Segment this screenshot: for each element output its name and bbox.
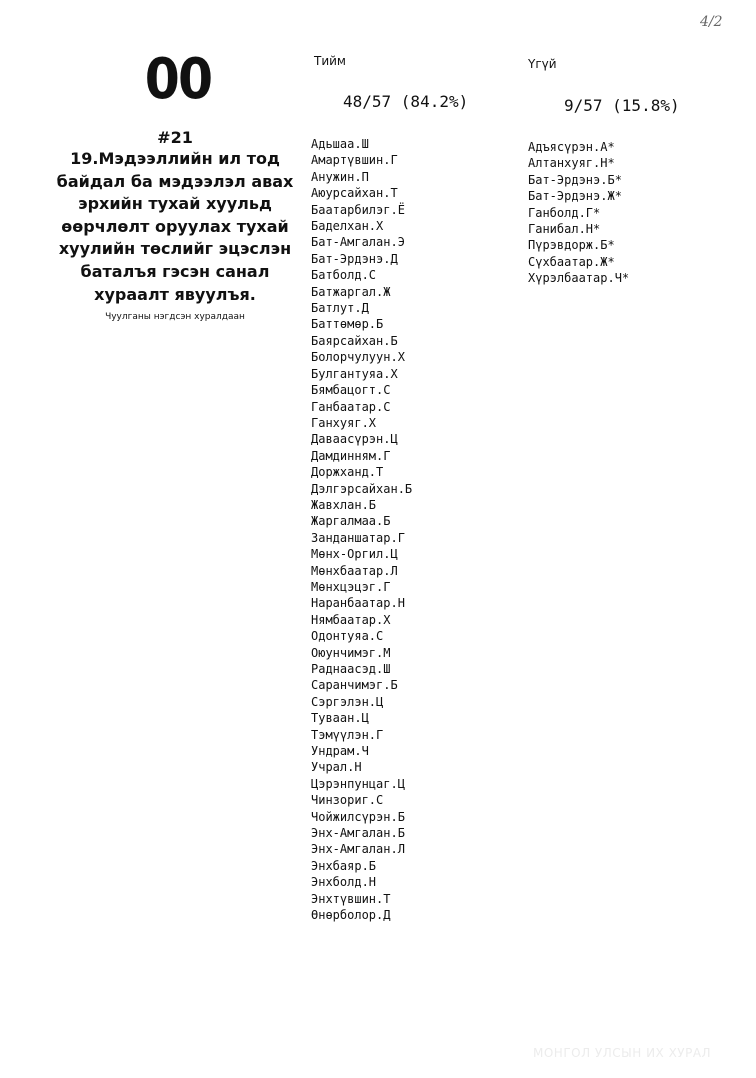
no-vote-total: 9/57 (15.8%) <box>564 96 680 115</box>
yes-voter-name: Энхтүвшин.Т <box>311 891 391 906</box>
no-voter-name: Ганболд.Г* <box>528 205 601 220</box>
yes-vote-total: 48/57 (84.2%) <box>343 92 469 111</box>
motion-line: 19.Мэдээллийн ил тод <box>70 149 280 168</box>
yes-voter-name: Жавхлан.Б <box>311 497 377 512</box>
yes-voter-name: Батжаргал.Ж <box>311 284 391 299</box>
session-name: Чуулганы нэгдсэн хуралдаан <box>105 312 245 322</box>
yes-voter-name: Өнөрболор.Д <box>311 908 391 923</box>
time-code: 00 <box>144 47 212 112</box>
no-voter-name: Пүрэвдорж.Б* <box>528 238 615 253</box>
yes-voter-name: Амартүвшин.Г <box>311 153 398 168</box>
yes-voter-name: Мөнх-Оргил.Ц <box>311 547 398 562</box>
yes-voter-name: Жаргалмаа.Б <box>311 514 391 529</box>
no-voter-name: Алтанхуяг.Н* <box>528 156 615 171</box>
yes-voter-name: Энхбаяр.Б <box>311 858 377 873</box>
yes-voter-name: Одонтуяа.С <box>311 629 384 644</box>
yes-voter-name: Занданшатар.Г <box>311 530 405 545</box>
motion-line: баталъя гэсэн санал <box>80 261 270 281</box>
yes-voter-name: Ундрам.Ч <box>311 744 369 759</box>
yes-voter-name: Тэмүүлэн.Г <box>311 727 384 742</box>
yes-voter-name: Ганбаатар.С <box>311 399 391 414</box>
yes-voter-name: Нямбаатар.Х <box>311 612 391 627</box>
yes-voter-name: Мөнхцэцэг.Г <box>311 579 391 594</box>
yes-voter-name: Баттөмөр.Б <box>311 317 384 332</box>
no-voter-name: Бат-Эрдэнэ.Б* <box>528 172 622 187</box>
yes-voter-name: Баделхан.Х <box>311 219 384 234</box>
yes-voter-name: Наранбаатар.Н <box>311 596 405 611</box>
yes-voter-name: Бат-Амгалан.Э <box>311 235 405 250</box>
handwritten-page-mark: 4/2 <box>700 14 723 30</box>
yes-voter-name: Адьшаа.Ш <box>311 137 369 151</box>
motion-line: байдал ба мэдээлэл авах <box>56 171 294 191</box>
yes-voter-name: Анужин.П <box>311 169 369 184</box>
yes-voter-name: Дамдинням.Г <box>311 448 391 463</box>
no-column-header: Үгүй <box>528 57 557 71</box>
yes-voter-name: Дэлгэрсайхан.Б <box>311 481 413 496</box>
yes-voter-name: Чинзориг.С <box>311 793 384 808</box>
yes-voter-name: Оюунчимэг.М <box>311 645 391 660</box>
yes-voter-name: Батболд.С <box>311 268 377 283</box>
yes-voter-name: Булгантуяа.Х <box>311 366 398 381</box>
no-voter-name: Сүхбаатар.Ж* <box>528 254 615 269</box>
motion-line: хураалт явуулъя. <box>94 284 256 304</box>
yes-voter-name: Чойжилсүрэн.Б <box>311 809 405 824</box>
yes-voter-name: Бат-Эрдэнэ.Д <box>311 251 398 266</box>
no-voter-name: Бат-Эрдэнэ.Ж* <box>528 189 622 204</box>
no-voter-list <box>528 139 629 287</box>
motion-line: хуулийн төслийг эцэслэн <box>58 239 292 259</box>
motion-line: өөрчлөлт оруулах тухай <box>61 216 289 236</box>
yes-voter-name: Цэрэнпунцаг.Ц <box>311 776 405 791</box>
yes-voter-name: Энх-Амгалан.Л <box>311 842 405 857</box>
yes-voter-name: Батлут.Д <box>311 301 369 316</box>
yes-voter-name: Бямбацогт.С <box>311 383 391 398</box>
yes-voter-name: Даваасүрэн.Ц <box>311 432 398 447</box>
yes-voter-name: Сэргэлэн.Ц <box>311 694 384 709</box>
motion-text <box>20 148 330 306</box>
yes-voter-name: Доржханд.Т <box>311 465 384 480</box>
motion-line: эрхийн тухай хуульд <box>78 194 272 214</box>
yes-column-header: Тийм <box>314 54 346 68</box>
yes-voter-name: Ганхуяг.Х <box>311 415 377 430</box>
no-voter-name: Адъясүрэн.А* <box>528 140 615 154</box>
yes-voter-name: Раднаасэд.Ш <box>311 662 391 676</box>
no-voter-name: Хүрэлбаатар.Ч* <box>528 271 630 286</box>
yes-voter-name: Туваан.Ц <box>311 711 369 726</box>
yes-voter-name: Учрал.Н <box>311 760 362 775</box>
yes-voter-name: Мөнхбаатар.Л <box>311 563 398 578</box>
agenda-item-number: #21 <box>157 128 193 147</box>
yes-voter-list <box>311 136 412 924</box>
yes-voter-name: Аюурсайхан.Т <box>311 186 398 201</box>
yes-voter-name: Энх-Амгалан.Б <box>311 826 405 841</box>
no-voter-name: Ганибал.Н* <box>528 222 601 237</box>
yes-voter-name: Энхболд.Н <box>311 875 377 890</box>
yes-voter-name: Болорчулуун.Х <box>311 350 405 365</box>
yes-voter-name: Саранчимэг.Б <box>311 678 398 693</box>
yes-voter-name: Баатарбилэг.Ё <box>311 202 405 217</box>
parliament-watermark: МОНГОЛ УЛСЫН ИХ ХУРАЛ <box>533 1046 712 1060</box>
yes-voter-name: Баярсайхан.Б <box>311 333 398 348</box>
